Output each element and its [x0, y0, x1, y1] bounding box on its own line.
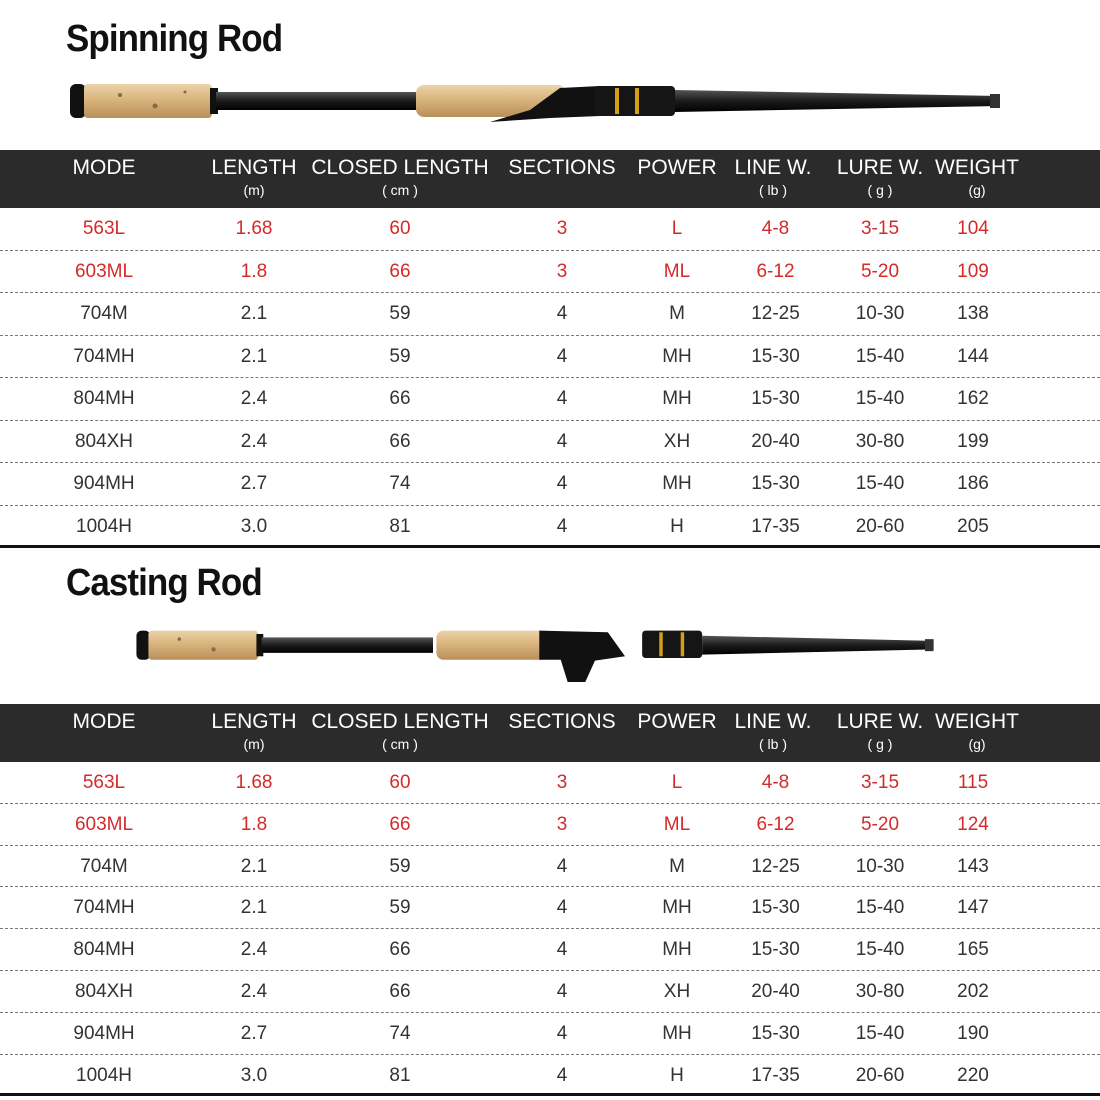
col-length-header: LENGTH (m): [211, 710, 297, 752]
lure-weight-cell: 15-40: [855, 1022, 905, 1044]
table-row: [0, 421, 1100, 464]
sections-cell: 3: [556, 218, 568, 239]
line-weight-cell: 17-35: [751, 515, 800, 537]
lure-weight-cell: 30-80: [855, 981, 905, 1002]
table-row: [0, 1013, 1100, 1055]
closed-length-cell: 66: [389, 939, 411, 961]
lure-weight-cell: 20-60: [855, 1064, 905, 1086]
power-cell: MH: [662, 388, 692, 409]
spinning-header-row: [0, 150, 1100, 208]
sections-cell: 3: [556, 772, 568, 793]
casting-rod-image: [60, 622, 1010, 682]
length-cell: 1.8: [240, 813, 268, 835]
col-sections-header: SECTIONS: [508, 156, 616, 179]
table-row: [0, 1055, 1100, 1097]
mode-cell: 904MH: [73, 1022, 135, 1044]
casting-header-row: [0, 704, 1100, 762]
mode-cell: 563L: [82, 772, 126, 793]
line-weight-cell: 15-30: [751, 388, 800, 409]
col-line-weight-header: LINE W. ( lb ): [734, 710, 812, 752]
length-cell: 2.1: [240, 345, 268, 367]
mode-cell: 804XH: [74, 981, 134, 1002]
sections-cell: 4: [556, 1064, 568, 1086]
col-mode-header: MODE: [72, 156, 136, 179]
line-weight-cell: 4-8: [761, 218, 790, 239]
closed-length-cell: 59: [389, 855, 411, 877]
power-cell: XH: [663, 981, 691, 1002]
mode-cell: 804XH: [74, 430, 134, 452]
lure-weight-cell: 5-20: [860, 260, 900, 282]
table-row: [0, 378, 1100, 421]
weight-cell: 147: [957, 897, 989, 919]
lure-weight-cell: 15-40: [855, 473, 905, 494]
weight-cell: 124: [957, 813, 989, 835]
lure-weight-cell: 10-30: [855, 303, 905, 324]
closed-length-cell: 74: [389, 1022, 411, 1044]
col-sections-header: SECTIONS: [508, 710, 616, 733]
length-cell: 1.68: [235, 772, 273, 793]
line-weight-cell: 12-25: [751, 855, 800, 877]
power-cell: M: [669, 855, 685, 877]
line-weight-cell: 15-30: [751, 345, 800, 367]
col-closed-length-header: CLOSED LENGTH ( cm ): [311, 156, 489, 198]
power-cell: ML: [663, 260, 691, 282]
table-row: [0, 887, 1100, 929]
power-cell: ML: [663, 813, 691, 835]
closed-length-cell: 59: [389, 897, 411, 919]
sections-cell: 4: [556, 939, 568, 961]
col-weight-header: WEIGHT (g): [935, 156, 1019, 198]
length-cell: 2.4: [240, 981, 268, 1002]
weight-cell: 205: [957, 515, 989, 537]
weight-cell: 104: [957, 218, 989, 239]
col-power-header: POWER: [637, 156, 717, 179]
lure-weight-cell: 15-40: [855, 897, 905, 919]
lure-weight-cell: 10-30: [855, 855, 905, 877]
sections-cell: 3: [556, 260, 568, 282]
table-row: [0, 846, 1100, 888]
weight-cell: 143: [957, 855, 989, 877]
power-cell: M: [669, 303, 685, 324]
closed-length-cell: 60: [389, 218, 411, 239]
spinning-rod-title: Spinning Rod: [66, 18, 283, 60]
table-row: [0, 506, 1100, 549]
line-weight-cell: 15-30: [751, 1022, 800, 1044]
closed-length-cell: 66: [389, 813, 411, 835]
power-cell: L: [671, 218, 683, 239]
table-row: [0, 971, 1100, 1013]
power-cell: MH: [662, 345, 692, 367]
sections-cell: 4: [556, 515, 568, 537]
table-row: [0, 463, 1100, 506]
length-cell: 2.7: [240, 473, 268, 494]
casting-rod-title: Casting Rod: [66, 562, 262, 604]
closed-length-cell: 59: [389, 345, 411, 367]
sections-cell: 4: [556, 855, 568, 877]
col-weight-header: WEIGHT (g): [935, 710, 1019, 752]
weight-cell: 186: [957, 473, 989, 494]
sections-cell: 4: [556, 345, 568, 367]
length-cell: 1.68: [235, 218, 273, 239]
lure-weight-cell: 3-15: [860, 218, 900, 239]
sections-cell: 4: [556, 473, 568, 494]
length-cell: 2.4: [240, 939, 268, 961]
mode-cell: 904MH: [73, 473, 135, 494]
lure-weight-cell: 5-20: [860, 813, 900, 835]
length-cell: 2.1: [240, 897, 268, 919]
length-cell: 2.7: [240, 1022, 268, 1044]
lure-weight-cell: 30-80: [855, 430, 905, 452]
closed-length-cell: 66: [389, 430, 411, 452]
lure-weight-cell: 15-40: [855, 939, 905, 961]
line-weight-cell: 20-40: [751, 430, 800, 452]
table-row: [0, 804, 1100, 846]
mode-cell: 704MH: [73, 345, 135, 367]
weight-cell: 138: [957, 303, 989, 324]
weight-cell: 144: [957, 345, 989, 367]
length-cell: 1.8: [240, 260, 268, 282]
weight-cell: 165: [957, 939, 989, 961]
spinning-rod-image: [60, 70, 1010, 130]
mode-cell: 603ML: [74, 813, 134, 835]
table-row: [0, 251, 1100, 294]
table-row: [0, 762, 1100, 804]
power-cell: L: [671, 772, 683, 793]
sections-cell: 4: [556, 981, 568, 1002]
col-line-weight-header: LINE W. ( lb ): [734, 156, 812, 198]
mode-cell: 1004H: [76, 1064, 132, 1086]
weight-cell: 220: [957, 1064, 989, 1086]
col-length-header: LENGTH (m): [211, 156, 297, 198]
col-closed-length-header: CLOSED LENGTH ( cm ): [311, 710, 489, 752]
lure-weight-cell: 15-40: [855, 345, 905, 367]
sections-cell: 4: [556, 303, 568, 324]
lure-weight-cell: 20-60: [855, 515, 905, 537]
weight-cell: 199: [957, 430, 989, 452]
table-row: [0, 336, 1100, 379]
line-weight-cell: 15-30: [751, 939, 800, 961]
power-cell: MH: [662, 897, 692, 919]
col-mode-header: MODE: [72, 710, 136, 733]
line-weight-cell: 20-40: [751, 981, 800, 1002]
lure-weight-cell: 15-40: [855, 388, 905, 409]
line-weight-cell: 6-12: [756, 260, 795, 282]
col-power-header: POWER: [637, 710, 717, 733]
sections-cell: 4: [556, 1022, 568, 1044]
mode-cell: 704M: [80, 303, 128, 324]
power-cell: H: [670, 1064, 684, 1086]
power-cell: H: [670, 515, 684, 537]
sections-cell: 4: [556, 430, 568, 452]
power-cell: MH: [662, 1022, 692, 1044]
length-cell: 2.4: [240, 430, 268, 452]
closed-length-cell: 66: [389, 260, 411, 282]
length-cell: 2.1: [240, 303, 268, 324]
table-row: [0, 208, 1100, 251]
mode-cell: 1004H: [76, 515, 132, 537]
length-cell: 3.0: [240, 1064, 268, 1086]
line-weight-cell: 15-30: [751, 897, 800, 919]
closed-length-cell: 60: [389, 772, 411, 793]
mode-cell: 563L: [82, 218, 126, 239]
line-weight-cell: 15-30: [751, 473, 800, 494]
closed-length-cell: 66: [389, 981, 411, 1002]
length-cell: 2.4: [240, 388, 268, 409]
table-row: [0, 293, 1100, 336]
closed-length-cell: 66: [389, 388, 411, 409]
sections-cell: 4: [556, 388, 568, 409]
sections-cell: 3: [556, 813, 568, 835]
line-weight-cell: 6-12: [756, 813, 795, 835]
length-cell: 2.1: [240, 855, 268, 877]
power-cell: MH: [662, 939, 692, 961]
closed-length-cell: 74: [389, 473, 411, 494]
weight-cell: 115: [957, 772, 989, 793]
lure-weight-cell: 3-15: [860, 772, 900, 793]
line-weight-cell: 4-8: [761, 772, 790, 793]
line-weight-cell: 17-35: [751, 1064, 800, 1086]
table-row: [0, 929, 1100, 971]
mode-cell: 704MH: [73, 897, 135, 919]
col-lure-weight-header: LURE W. ( g ): [836, 156, 924, 198]
closed-length-cell: 81: [389, 1064, 411, 1086]
power-cell: MH: [662, 473, 692, 494]
line-weight-cell: 12-25: [751, 303, 800, 324]
weight-cell: 202: [957, 981, 989, 1002]
weight-cell: 162: [957, 388, 989, 409]
col-lure-weight-header: LURE W. ( g ): [836, 710, 924, 752]
length-cell: 3.0: [240, 515, 268, 537]
mode-cell: 804MH: [73, 388, 135, 409]
mode-cell: 704M: [80, 855, 128, 877]
weight-cell: 109: [957, 260, 989, 282]
mode-cell: 603ML: [74, 260, 134, 282]
power-cell: XH: [663, 430, 691, 452]
closed-length-cell: 81: [389, 515, 411, 537]
mode-cell: 804MH: [73, 939, 135, 961]
sections-cell: 4: [556, 897, 568, 919]
weight-cell: 190: [957, 1022, 989, 1044]
closed-length-cell: 59: [389, 303, 411, 324]
